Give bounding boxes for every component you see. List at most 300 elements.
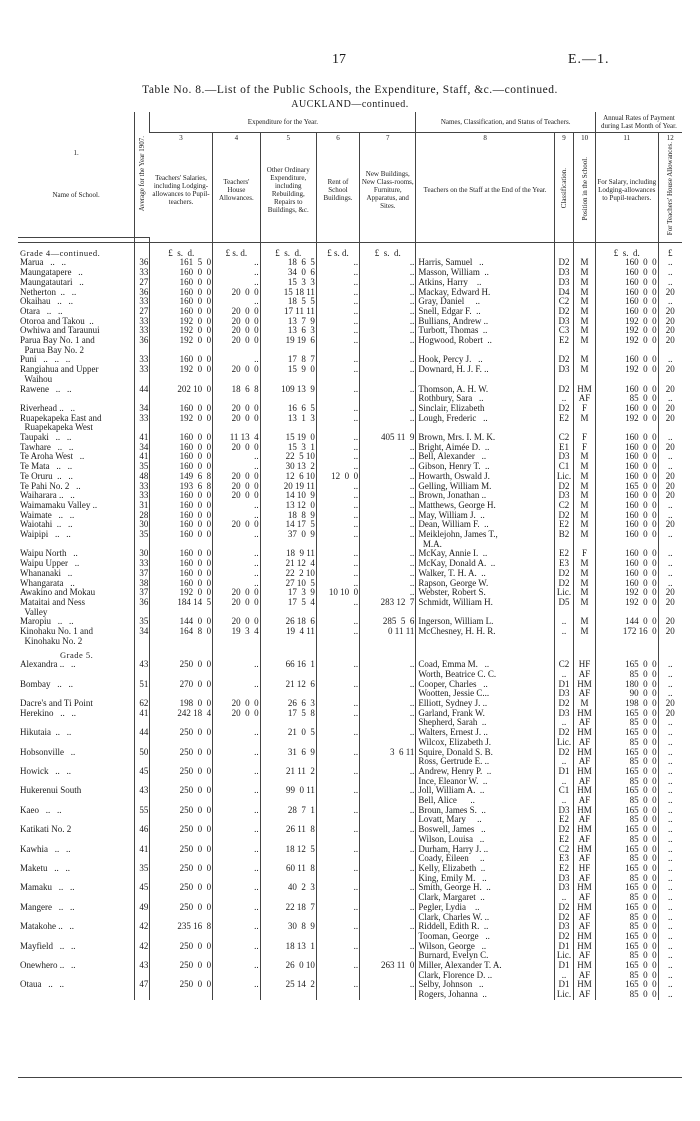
- other-expenditure: 26 0 10: [260, 961, 316, 980]
- unit-label: £ s. d.: [150, 249, 213, 259]
- col-classification-header: Classification.: [554, 142, 573, 237]
- rent: ..: [316, 660, 359, 679]
- position: M: [574, 598, 596, 617]
- other-expenditure: 14 10 9: [260, 491, 316, 501]
- classification: D3: [554, 278, 573, 288]
- salary-rate: 165 0 0 85 0 0: [595, 660, 658, 679]
- house-allowance: 20 0 0: [213, 482, 261, 492]
- school-name: Rangiahua and Upper Waihou: [20, 365, 99, 384]
- other-expenditure: 26 18 6: [260, 617, 316, 627]
- rent: ..: [316, 767, 359, 786]
- salaries: 160 0 0: [150, 307, 213, 317]
- rent: ..: [316, 728, 359, 747]
- house-allowance-rate: .. ..: [658, 903, 682, 922]
- classification: D2: [554, 699, 573, 709]
- table-row: [18, 588, 682, 598]
- new-buildings: 405 11 9: [360, 433, 416, 443]
- classification: D2: [554, 511, 573, 521]
- table-row: [18, 598, 682, 617]
- salaries: 250 0 0: [150, 961, 213, 980]
- house-allowance: ..: [213, 748, 261, 767]
- classification: D1 Lic.: [554, 980, 573, 999]
- house-allowance-rate: 20: [658, 472, 682, 482]
- rent: ..: [316, 699, 359, 709]
- salary-rate: 165 0 0 85 0 0: [595, 864, 658, 883]
- salaries: 250 0 0: [150, 903, 213, 922]
- table-row: [18, 942, 682, 961]
- position: HM AF: [574, 709, 596, 728]
- table-bottom-rule: [18, 1077, 682, 1078]
- grade-5-row: [18, 647, 682, 661]
- house-allowance-rate: ..: [658, 258, 682, 268]
- teacher-names: Matthews, George H.: [416, 501, 554, 511]
- table-row: [18, 462, 682, 472]
- teacher-names: Snell, Edgar F. ..: [416, 307, 554, 317]
- new-buildings: ..: [360, 462, 416, 472]
- teacher-names: Atkins, Harry ..: [416, 278, 554, 288]
- other-expenditure: 22 2 10: [260, 569, 316, 579]
- teacher-names: Howarth, Oswald J.: [416, 472, 554, 482]
- salaries: 160 0 0: [150, 278, 213, 288]
- rent: ..: [316, 903, 359, 922]
- teacher-names: Walker, T. H. A. ..: [416, 569, 554, 579]
- table-row: [18, 452, 682, 462]
- table-row: [18, 278, 682, 288]
- average-attendance: 33: [135, 317, 150, 327]
- rent: ..: [316, 268, 359, 278]
- new-buildings: ..: [360, 268, 416, 278]
- classification: C2 ..: [554, 660, 573, 679]
- teacher-names: Elliott, Sydney J. ..: [416, 699, 554, 709]
- other-expenditure: 37 0 9: [260, 530, 316, 549]
- house-allowance-rate: .. ..: [658, 680, 682, 699]
- position: M: [574, 355, 596, 365]
- new-buildings: 0 11 11: [360, 627, 416, 646]
- school-name: Puni .. .. ..: [20, 355, 71, 365]
- salaries: 250 0 0: [150, 728, 213, 747]
- classification: D3 ..: [554, 883, 573, 902]
- table-row: [18, 258, 682, 268]
- school-name: Waipu Upper ..: [20, 559, 80, 569]
- average-attendance: 36: [135, 598, 150, 617]
- house-allowance-rate: ..: [658, 297, 682, 307]
- table-row: [18, 365, 682, 384]
- house-allowance: 20 0 0: [213, 414, 261, 433]
- salary-rate: 165 0 0 85 0 0: [595, 883, 658, 902]
- school-name: Hikutaia .. ..: [20, 728, 72, 738]
- house-allowance: 18 6 8: [213, 385, 261, 404]
- house-allowance: ..: [213, 961, 261, 980]
- school-name: Kawhia .. ..: [20, 844, 71, 854]
- new-buildings: ..: [360, 520, 416, 530]
- salaries: 270 0 0: [150, 680, 213, 699]
- page-number: 17: [332, 52, 346, 67]
- salary-rate: 160 0 0: [595, 307, 658, 317]
- salaries: 192 0 0: [150, 588, 213, 598]
- house-allowance: ..: [213, 452, 261, 462]
- school-name: Mangere .. ..: [20, 902, 75, 912]
- position: M: [574, 627, 596, 646]
- house-allowance-rate: .. ..: [658, 786, 682, 805]
- school-name: Okaihau .. ..: [20, 297, 73, 307]
- other-expenditure: 18 5 5: [260, 297, 316, 307]
- position: M: [574, 520, 596, 530]
- other-expenditure: 14 17 5: [260, 520, 316, 530]
- classification: D2: [554, 569, 573, 579]
- position: HM AF: [574, 680, 596, 699]
- average-attendance: 44: [135, 728, 150, 747]
- other-expenditure: 13 12 0: [260, 501, 316, 511]
- new-buildings: ..: [360, 501, 416, 511]
- rent: ..: [316, 355, 359, 365]
- position: M: [574, 452, 596, 462]
- salaries: 250 0 0: [150, 825, 213, 844]
- salary-rate: 160 0 0: [595, 297, 658, 307]
- average-attendance: 49: [135, 903, 150, 922]
- other-expenditure: 17 5 8: [260, 709, 316, 728]
- col-new-buildings-header: New Buildings, New Class-rooms, Furniture, Apparatus, and Sites.: [360, 142, 416, 237]
- other-expenditure: 34 0 6: [260, 268, 316, 278]
- new-buildings: ..: [360, 414, 416, 433]
- rent: ..: [316, 680, 359, 699]
- salary-rate: 192 0 0: [595, 588, 658, 598]
- classification: D5: [554, 598, 573, 617]
- rent: ..: [316, 482, 359, 492]
- other-expenditure: 99 0 11: [260, 786, 316, 805]
- grade-5-label: Grade 5.: [60, 649, 94, 660]
- salaries: 250 0 0: [150, 864, 213, 883]
- teacher-names: Kelly, Elizabeth .. King, Emily M. ..: [416, 864, 554, 883]
- salaries: 160 0 0: [150, 452, 213, 462]
- average-attendance: 37: [135, 569, 150, 579]
- teacher-names: Smith, George H. .. Clark, Margaret ..: [416, 883, 554, 902]
- school-name: Taupaki .. ..: [20, 433, 72, 443]
- salaries: 250 0 0: [150, 942, 213, 961]
- school-name: Marua .. ..: [20, 258, 66, 268]
- salary-rate: 160 0 0 85 0 0: [595, 385, 658, 404]
- position: HM AF: [574, 806, 596, 825]
- other-expenditure: 31 6 9: [260, 748, 316, 767]
- classification: C3: [554, 326, 573, 336]
- salaries: 160 0 0: [150, 404, 213, 414]
- rent: ..: [316, 864, 359, 883]
- units-row: [18, 249, 682, 259]
- salaries: 193 6 8: [150, 482, 213, 492]
- classification: B2: [554, 530, 573, 549]
- salary-rate: 192 0 0: [595, 326, 658, 336]
- rent: ..: [316, 404, 359, 414]
- average-attendance: 35: [135, 530, 150, 549]
- teacher-names: McKay, Donald A. ..: [416, 559, 554, 569]
- table-row: [18, 922, 682, 941]
- rent: ..: [316, 452, 359, 462]
- other-expenditure: 13 6 3: [260, 326, 316, 336]
- position: M: [574, 491, 596, 501]
- house-allowance-rate: .. ..: [658, 845, 682, 864]
- other-expenditure: 21 11 2: [260, 767, 316, 786]
- other-expenditure: 26 6 3: [260, 699, 316, 709]
- classification: D3 E2: [554, 806, 573, 825]
- teacher-names: Walters, Ernest J. .. Wilcox, Elizabeth J.: [416, 728, 554, 747]
- col-10-number: 10: [574, 133, 596, 143]
- col-rent-header: Rent of School Buildings.: [316, 142, 359, 237]
- table-row: [18, 385, 682, 404]
- salaries: 164 8 0: [150, 627, 213, 646]
- new-buildings: ..: [360, 297, 416, 307]
- house-allowance-rate: .. ..: [658, 748, 682, 767]
- position: M: [574, 588, 596, 598]
- position: M: [574, 579, 596, 589]
- table-row: [18, 317, 682, 327]
- school-name: Otaua .. ..: [20, 980, 64, 990]
- salaries: 160 0 0: [150, 462, 213, 472]
- other-expenditure: 26 11 8: [260, 825, 316, 844]
- other-expenditure: 22 5 10: [260, 452, 316, 462]
- table-row: [18, 501, 682, 511]
- salary-rate: 165 0 0 85 0 0: [595, 825, 658, 844]
- house-allowance: 20 0 0: [213, 365, 261, 384]
- salary-rate: 160 0 0: [595, 404, 658, 414]
- salary-rate: 160 0 0: [595, 433, 658, 443]
- other-expenditure: 30 8 9: [260, 922, 316, 941]
- average-attendance: 47: [135, 980, 150, 999]
- average-attendance: 33: [135, 355, 150, 365]
- average-attendance: 33: [135, 482, 150, 492]
- rent: ..: [316, 336, 359, 355]
- position: HM AF: [574, 980, 596, 999]
- average-attendance: 46: [135, 825, 150, 844]
- col-salaries-header: Teachers' Salaries, including Lodging-allowances to Pupil-teachers.: [152, 173, 210, 206]
- school-name: Maropiu .. ..: [20, 617, 74, 627]
- salary-rate: 160 0 0: [595, 443, 658, 453]
- average-attendance: 34: [135, 443, 150, 453]
- rent: ..: [316, 385, 359, 404]
- school-name: Waimate .. ..: [20, 510, 75, 520]
- position: M: [574, 501, 596, 511]
- salary-rate: 192 0 0: [595, 414, 658, 433]
- table-row: [18, 511, 682, 521]
- house-allowance: 20 0 0: [213, 317, 261, 327]
- table-row: [18, 549, 682, 559]
- classification: E1: [554, 443, 573, 453]
- new-buildings: ..: [360, 365, 416, 384]
- teacher-names: Bullians, Andrew ..: [416, 317, 554, 327]
- house-allowance-rate: ..: [658, 452, 682, 462]
- classification: D2 D2: [554, 903, 573, 922]
- position: HM AF: [574, 883, 596, 902]
- house-allowance: ..: [213, 511, 261, 521]
- rates-group-header: Annual Rates of Payment during Last Month of Year.: [595, 112, 682, 133]
- salaries: 160 0 0: [150, 579, 213, 589]
- rent: ..: [316, 288, 359, 298]
- table-row: [18, 288, 682, 298]
- school-name: Otoroa and Takou ..: [20, 316, 94, 326]
- salary-rate: 165 0 0 85 0 0: [595, 786, 658, 805]
- table-row: [18, 980, 682, 999]
- table-row: [18, 482, 682, 492]
- new-buildings: ..: [360, 258, 416, 268]
- salaries: 235 16 8: [150, 922, 213, 941]
- new-buildings: ..: [360, 317, 416, 327]
- salary-rate: 192 0 0: [595, 336, 658, 355]
- classification: E2 D3: [554, 864, 573, 883]
- classification: D1 D3: [554, 680, 573, 699]
- table-row: [18, 845, 682, 864]
- teacher-names: Bright, Aimée D. ..: [416, 443, 554, 453]
- house-allowance-rate: 20: [658, 699, 682, 709]
- salary-rate: 160 0 0: [595, 268, 658, 278]
- house-allowance: 19 3 4: [213, 627, 261, 646]
- col-3-number: 3: [179, 134, 183, 142]
- house-allowance: ..: [213, 258, 261, 268]
- position: AF HM: [574, 922, 596, 941]
- table-row: [18, 336, 682, 355]
- house-allowance-rate: .. ..: [658, 825, 682, 844]
- new-buildings: 283 12 7: [360, 598, 416, 617]
- average-attendance: 33: [135, 414, 150, 433]
- new-buildings: ..: [360, 530, 416, 549]
- table-row: [18, 699, 682, 709]
- house-allowance: 20 0 0: [213, 472, 261, 482]
- salary-rate: 85 0 0 165 0 0: [595, 922, 658, 941]
- salaries: 144 0 0: [150, 617, 213, 627]
- house-allowance-rate: .. ..: [658, 864, 682, 883]
- house-allowance-rate: 20: [658, 365, 682, 384]
- teachers-group-header: Names, Classification, and Status of Teachers.: [416, 112, 596, 133]
- salary-rate: 165 0 0 85 0 0: [595, 728, 658, 747]
- school-name: Alexandra .. ..: [20, 660, 76, 670]
- house-allowance: 20 0 0: [213, 491, 261, 501]
- salary-rate: 160 0 0: [595, 472, 658, 482]
- classification: D3: [554, 452, 573, 462]
- classification: D2: [554, 258, 573, 268]
- rent: ..: [316, 845, 359, 864]
- other-expenditure: 17 8 7: [260, 355, 316, 365]
- classification: D2: [554, 482, 573, 492]
- teacher-names: Brown, Mrs. I. M. K.: [416, 433, 554, 443]
- new-buildings: ..: [360, 559, 416, 569]
- house-allowance: ..: [213, 268, 261, 278]
- table-row: [18, 433, 682, 443]
- house-allowance: ..: [213, 549, 261, 559]
- other-expenditure: 15 19 0: [260, 433, 316, 443]
- new-buildings: ..: [360, 786, 416, 805]
- school-name: Dacre's and Ti Point: [20, 699, 93, 709]
- rent: ..: [316, 709, 359, 728]
- school-name: Netherton .. ..: [20, 287, 77, 297]
- salary-rate: 160 0 0: [595, 579, 658, 589]
- new-buildings: ..: [360, 336, 416, 355]
- school-name: Whananaki ..: [20, 568, 73, 578]
- classification: C2: [554, 501, 573, 511]
- table-row: [18, 864, 682, 883]
- rent: ..: [316, 825, 359, 844]
- salaries: 250 0 0: [150, 660, 213, 679]
- rent: ..: [316, 617, 359, 627]
- position: HM AF: [574, 845, 596, 864]
- average-attendance: 44: [135, 385, 150, 404]
- rent: ..: [316, 258, 359, 268]
- position: F: [574, 433, 596, 443]
- house-allowance: 20 0 0: [213, 588, 261, 598]
- house-allowance: ..: [213, 845, 261, 864]
- house-allowance-rate: ..: [658, 569, 682, 579]
- house-allowance: 20 0 0: [213, 520, 261, 530]
- salaries: 202 10 0: [150, 385, 213, 404]
- new-buildings: ..: [360, 288, 416, 298]
- page-reference: E.—1.: [568, 52, 610, 67]
- rent: ..: [316, 530, 359, 549]
- house-allowance: ..: [213, 942, 261, 961]
- salaries: 160 0 0: [150, 511, 213, 521]
- table-subtitle: AUCKLAND—continued.: [291, 99, 409, 110]
- table-row: [18, 559, 682, 569]
- school-name: Whangarata ..: [20, 578, 75, 588]
- teacher-names: Gibson, Henry T. ..: [416, 462, 554, 472]
- position: HM AF: [574, 903, 596, 922]
- rent: ..: [316, 569, 359, 579]
- table-row: [18, 728, 682, 747]
- schools-table: [18, 112, 682, 1000]
- average-attendance: 38: [135, 579, 150, 589]
- rent: ..: [316, 491, 359, 501]
- average-attendance: 34: [135, 404, 150, 414]
- house-allowance: ..: [213, 806, 261, 825]
- classification: C2 E3: [554, 845, 573, 864]
- house-allowance: ..: [213, 825, 261, 844]
- school-name: Waimamaku Valley ..: [20, 500, 98, 510]
- classification: E2: [554, 520, 573, 530]
- salaries: 160 0 0: [150, 491, 213, 501]
- school-name: Maungatautari ..: [20, 277, 84, 287]
- house-allowance: ..: [213, 922, 261, 941]
- classification: Lic.: [554, 588, 573, 598]
- other-expenditure: 28 7 1: [260, 806, 316, 825]
- school-name: Kaeo .. ..: [20, 805, 62, 815]
- teacher-names: Thomson, A. H. W. Rothbury, Sara ..: [416, 385, 554, 404]
- teacher-names: Durham, Harry J. .. Coady, Eileen ..: [416, 845, 554, 864]
- salary-rate: 160 0 0: [595, 491, 658, 501]
- position: M: [574, 482, 596, 492]
- classification: D2 Lic.: [554, 728, 573, 747]
- new-buildings: ..: [360, 942, 416, 961]
- teacher-names: Mackay, Edward H.: [416, 288, 554, 298]
- house-allowance: 20 0 0: [213, 617, 261, 627]
- average-attendance: 35: [135, 864, 150, 883]
- school-name: Te Mata .. ..: [20, 462, 73, 472]
- classification: Lic.: [554, 472, 573, 482]
- house-allowance-rate: .. ..: [658, 728, 682, 747]
- salaries: 250 0 0: [150, 980, 213, 999]
- table-row: [18, 297, 682, 307]
- teacher-names: Masson, William ..: [416, 268, 554, 278]
- classification: D1 ..: [554, 961, 573, 980]
- classification: C1 ..: [554, 786, 573, 805]
- salary-rate: 165 0 0 85 0 0: [595, 767, 658, 786]
- table-row: [18, 307, 682, 317]
- house-allowance: ..: [213, 767, 261, 786]
- classification: D2 ..: [554, 385, 573, 404]
- position: M: [574, 530, 596, 549]
- new-buildings: ..: [360, 922, 416, 941]
- school-name: Riverhead .. ..: [20, 403, 75, 413]
- position: HM AF: [574, 786, 596, 805]
- position: M: [574, 268, 596, 278]
- house-allowance: 20 0 0: [213, 709, 261, 728]
- school-name: Herekino .. ..: [20, 708, 76, 718]
- table-row: [18, 530, 682, 549]
- rent: ..: [316, 297, 359, 307]
